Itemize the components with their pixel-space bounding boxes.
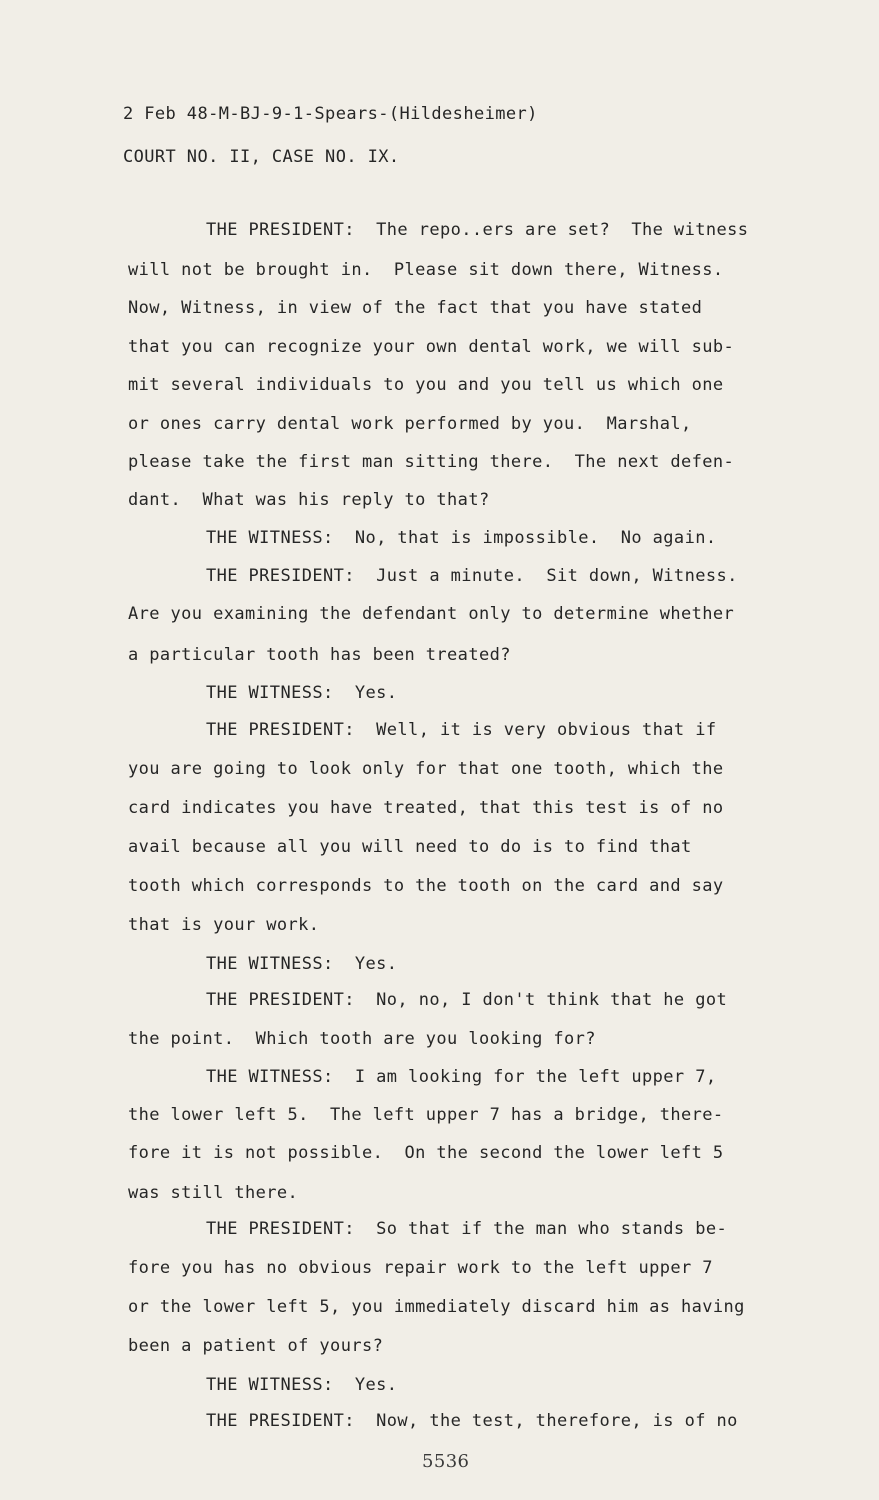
transcript-line: THE PRESIDENT: Now, the test, therefore, is of no — [206, 1411, 738, 1431]
transcript-line: THE PRESIDENT: Just a minute. Sit down, Witness. — [206, 566, 738, 586]
transcript-line: that is your work. — [128, 915, 320, 935]
transcript-line: THE WITNESS: I am looking for the left upper 7, — [206, 1067, 717, 1087]
transcript-line: THE PRESIDENT: The repo..ers are set? The witness — [206, 220, 749, 240]
transcript-line: dant. What was his reply to that? — [128, 490, 490, 510]
transcript-line: you are going to look only for that one tooth, which the — [128, 759, 724, 779]
transcript-line: avail because all you will need to do is to find that — [128, 837, 692, 857]
transcript-line: THE WITNESS: No, that is impossible. No again. — [206, 528, 717, 548]
transcript-line: card indicates you have treated, that this test is of no — [128, 798, 724, 818]
transcript-line: THE PRESIDENT: So that if the man who stands be- — [206, 1219, 728, 1239]
document-reference-line: 2 Feb 48-M-BJ-9-1-Spears-(Hildesheimer) — [123, 104, 538, 124]
transcript-line: THE PRESIDENT: Well, it is very obvious that if — [206, 720, 717, 740]
court-case-line: COURT NO. II, CASE NO. IX. — [123, 147, 400, 167]
transcript-line: THE WITNESS: Yes. — [206, 683, 398, 703]
transcript-line: Are you examining the defendant only to determine whether — [128, 604, 735, 624]
transcript-line: the lower left 5. The left upper 7 has a bridge, there- — [128, 1105, 724, 1125]
transcript-line: or ones carry dental work performed by you. Marshal, — [128, 414, 692, 434]
page-number: 5536 — [422, 1451, 470, 1472]
transcript-line: or the lower left 5, you immediately discard him as having — [128, 1297, 745, 1317]
transcript-line: fore you has no obvious repair work to the left upper 7 — [128, 1258, 713, 1278]
transcript-line: mit several individuals to you and you tell us which one — [128, 375, 724, 395]
transcript-line: THE WITNESS: Yes. — [206, 954, 398, 974]
transcript-line: tooth which corresponds to the tooth on the card and say — [128, 876, 724, 896]
transcript-line: fore it is not possible. On the second the lower left 5 — [128, 1143, 724, 1163]
transcript-line: will not be brought in. Please sit down there, Witness. — [128, 260, 724, 280]
transcript-line: that you can recognize your own dental work, we will sub- — [128, 337, 735, 357]
transcript-line: was still there. — [128, 1183, 299, 1203]
transcript-line: THE WITNESS: Yes. — [206, 1375, 398, 1395]
transcript-line: been a patient of yours? — [128, 1336, 384, 1356]
transcript-line: the point. Which tooth are you looking for? — [128, 1029, 596, 1049]
transcript-line: Now, Witness, in view of the fact that you have stated — [128, 298, 703, 318]
transcript-line: please take the first man sitting there. The next defen- — [128, 452, 735, 472]
transcript-line: a particular tooth has been treated? — [128, 645, 511, 665]
transcript-line: THE PRESIDENT: No, no, I don't think that he got — [206, 990, 728, 1010]
